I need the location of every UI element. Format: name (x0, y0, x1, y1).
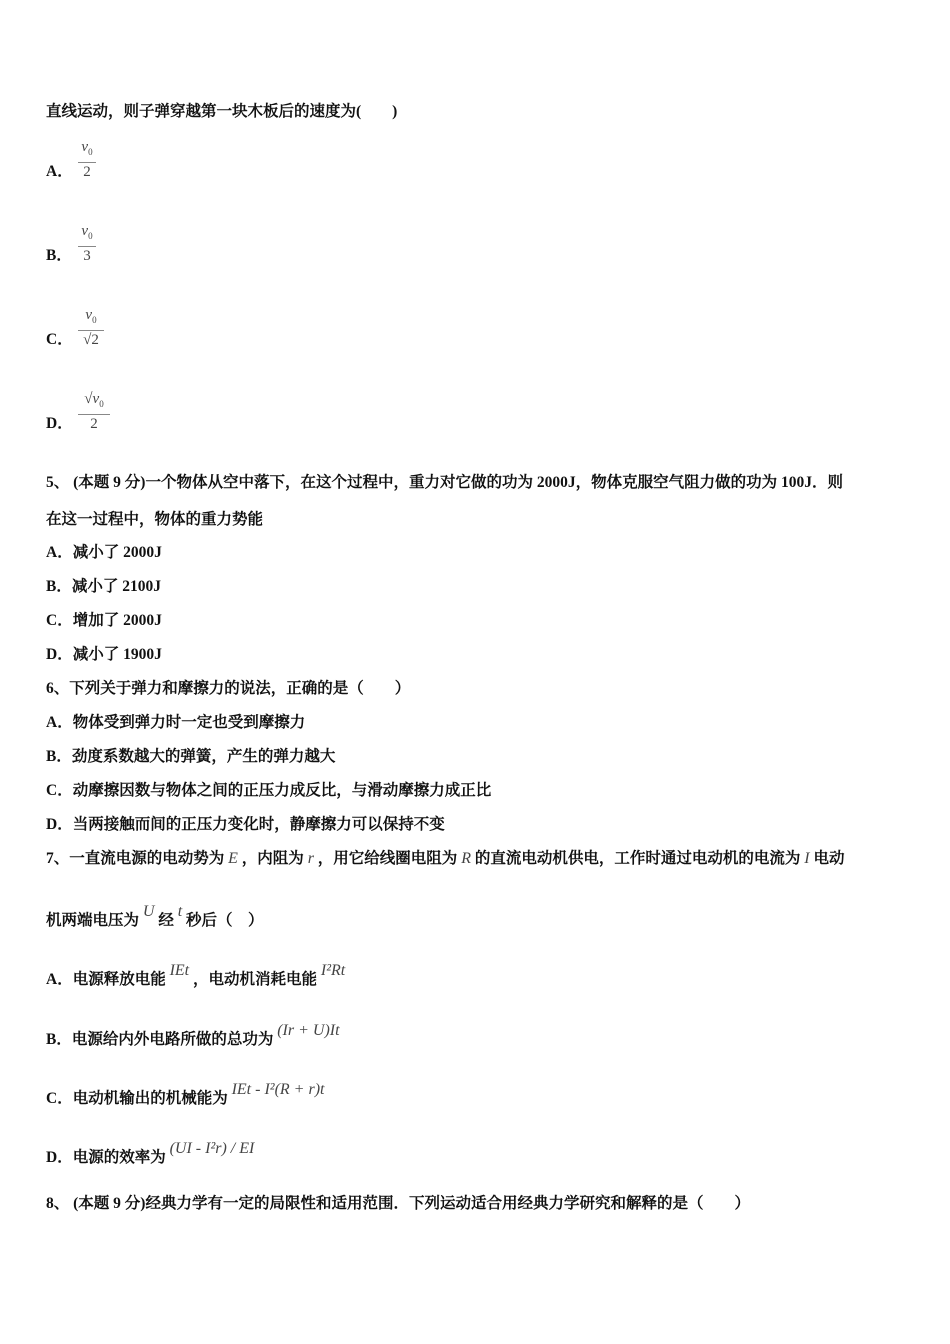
q7-stem-line2 (46, 903, 264, 931)
q4-option-a-fraction (78, 139, 96, 181)
q7-text-6: 机两端电压为 (46, 912, 140, 929)
q7-text-5: 电动 (813, 850, 845, 867)
math-total-work: (Ir + U)It (277, 1022, 340, 1039)
q5-stem-line1: 5、 (本题 9 分)一个物体从空中落下，在这个过程中，重力对它做的功为 2000J，物体克服空气阻力做的功为 100J．则 (46, 474, 843, 491)
q7-option-c-text: C．电动机输出的机械能为 (46, 1090, 228, 1107)
q7-option-b-text: B．电源给内外电路所做的总功为 (46, 1031, 274, 1048)
q4-option-c-fraction (78, 307, 104, 349)
math-E: E (228, 850, 238, 867)
q4-option-d-label: D． (46, 415, 73, 432)
q4-option-d-fraction (78, 391, 110, 433)
q7-text-7: 经 (158, 912, 174, 929)
fraction-numerator: $√v_0$ (84, 391, 104, 409)
math-I: I (804, 850, 810, 867)
q5-option-d: D．减小了 1900J (46, 646, 162, 663)
q7-option-c (46, 1081, 325, 1109)
fraction-denominator: 2 (90, 416, 98, 432)
q6-option-c: C．动摩擦因数与物体之间的正压力成反比，与滑动摩擦力成正比 (46, 782, 492, 799)
q7-text-3: ，用它给线圈电阻为 (317, 850, 458, 867)
q4-option-d (46, 414, 73, 434)
q4-option-b-fraction (78, 223, 96, 265)
q7-option-a-text-2: ，电动机消耗电能 (193, 971, 318, 988)
q4-option-a (46, 162, 73, 182)
q4-option-c-label: C． (46, 331, 73, 348)
math-U: U (142, 903, 155, 920)
q7-text-4: 的直流电动机供电，工作时通过电动机的电流为 (474, 850, 801, 867)
q4-option-b (46, 246, 72, 266)
q7-stem-line1 (46, 849, 844, 869)
q6-option-b: B．劲度系数越大的弹簧，产生的弹力越大 (46, 748, 336, 765)
math-mechanical-energy: IEt - I²(R + r)t (231, 1081, 325, 1098)
q6-stem: 6、下列关于弹力和摩擦力的说法，正确的是（ ） (46, 680, 411, 697)
q4-option-b-label: B． (46, 247, 72, 264)
fraction-numerator: $v_0$ (81, 139, 93, 157)
q4-option-a-label: A． (46, 163, 73, 180)
q4-stem-tail: 直线运动，则子弹穿越第一块木板后的速度为( ) (46, 103, 398, 120)
q7-text-8: 秒后（ ） (186, 912, 264, 929)
math-r: r (307, 850, 314, 867)
math-R: R (461, 850, 471, 867)
fraction-numerator: $v_0$ (85, 307, 97, 325)
math-I2Rt: I²Rt (320, 962, 346, 979)
fraction-denominator: 3 (83, 248, 91, 264)
q4-option-c (46, 330, 73, 350)
fraction-numerator: $v_0$ (81, 223, 93, 241)
q7-text-2: ，内阻为 (241, 850, 304, 867)
q7-option-a-text: A．电源释放电能 (46, 971, 166, 988)
q7-option-b (46, 1022, 340, 1050)
q6-option-a: A．物体受到弹力时一定也受到摩擦力 (46, 714, 306, 731)
q7-text-1: 7、一直流电源的电动势为 (46, 850, 225, 867)
fraction-denominator: 2 (83, 164, 91, 180)
math-t: t (177, 903, 183, 920)
q5-option-a: A．减小了 2000J (46, 544, 162, 561)
q7-option-d (46, 1140, 255, 1168)
q7-option-a (46, 962, 346, 990)
q5-option-b: B．减小了 2100J (46, 578, 161, 595)
math-IEt: IEt (169, 962, 190, 979)
q8-stem: 8、 (本题 9 分)经典力学有一定的局限性和适用范围．下列运动适合用经典力学研究和解释的是（ ） (46, 1195, 750, 1212)
q5-stem-line2: 在这一过程中，物体的重力势能 (46, 511, 264, 528)
fraction-denominator: √2 (83, 332, 99, 348)
q5-option-c: C．增加了 2000J (46, 612, 162, 629)
q7-option-d-text: D．电源的效率为 (46, 1149, 166, 1166)
q6-option-d: D．当两接触而间的正压力变化时，静摩擦力可以保持不变 (46, 816, 445, 833)
math-efficiency: (UI - I²r) / EI (169, 1140, 255, 1157)
